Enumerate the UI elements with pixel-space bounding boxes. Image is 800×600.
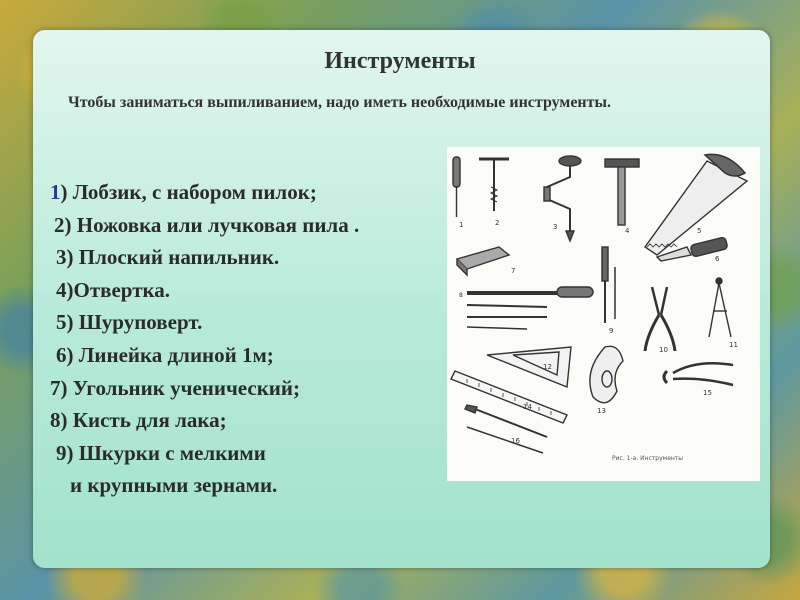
- brace-drill-icon: [544, 156, 581, 241]
- figure-label: 8: [459, 292, 463, 299]
- list-item-text: 3) Плоский напильник.: [56, 245, 280, 270]
- hacksaw-icon: [645, 154, 747, 255]
- list-item-text: 2) Ножовка или лучковая пила .: [54, 212, 360, 237]
- hammer-icon: [605, 159, 639, 235]
- list-item-number: 1: [50, 180, 61, 204]
- gimlet-icon: [479, 159, 509, 227]
- awl-icon: [453, 157, 463, 229]
- list-item: [50, 306, 359, 339]
- figure-label: 10: [659, 346, 668, 354]
- figure-label: 12: [543, 363, 552, 371]
- tools-illustration: [447, 147, 760, 481]
- figure-label: 7: [511, 267, 516, 275]
- list-item-text: 5) Шуруповерт.: [56, 310, 203, 335]
- figure-label: 14: [523, 403, 532, 411]
- list-item: [50, 469, 359, 502]
- list-item-text: 8) Кисть для лака;: [50, 408, 227, 433]
- list-item: [50, 209, 359, 242]
- list-item-text: и крупными зернами.: [70, 473, 278, 498]
- figure-label: 2: [495, 219, 500, 227]
- list-item: [50, 241, 359, 274]
- figure-label: 3: [553, 223, 558, 231]
- pattern-curve-icon: [590, 346, 623, 415]
- list-item-text: ) Лобзик, с набором пилок;: [60, 180, 317, 204]
- figure-label: 6: [715, 255, 720, 263]
- list-item: [50, 437, 359, 470]
- list-item-text: 7) Угольник ученический;: [50, 375, 301, 400]
- list-item: [50, 176, 359, 209]
- list-item-text: 4)Отвертка.: [56, 277, 171, 302]
- list-item: [50, 274, 359, 307]
- figure-label: 15: [703, 389, 712, 397]
- figure-label: 1: [459, 221, 464, 229]
- figure-label: 13: [597, 407, 606, 415]
- tools-list: [50, 176, 359, 502]
- list-item-text: 6) Линейка длиной 1м;: [56, 342, 274, 367]
- figure-caption: Рис. 1-а. Инструменты: [612, 455, 684, 462]
- triangle-ruler-icon: [487, 347, 571, 387]
- chisels-icon: [602, 247, 615, 335]
- figure-label: 5: [697, 227, 702, 235]
- figure-label: 4: [625, 227, 630, 235]
- pliers-icon: [645, 287, 675, 354]
- figure-label: 16: [511, 437, 520, 445]
- files-icon: [459, 287, 593, 329]
- compass-icon: [709, 278, 738, 349]
- pincers-icon: [664, 363, 733, 397]
- whetstone-icon: [457, 247, 515, 275]
- figure-label: 11: [729, 341, 738, 349]
- list-item: [50, 404, 359, 437]
- list-item-text: 9) Шкурки с мелкими: [56, 440, 266, 465]
- list-item: [50, 372, 359, 405]
- list-item: [50, 339, 359, 372]
- figure-label: 9: [609, 327, 614, 335]
- intro-text: Чтобы заниматься выпиливанием, надо иметь необходимые инструменты.: [68, 94, 611, 111]
- slide-title: Инструменты: [324, 48, 476, 74]
